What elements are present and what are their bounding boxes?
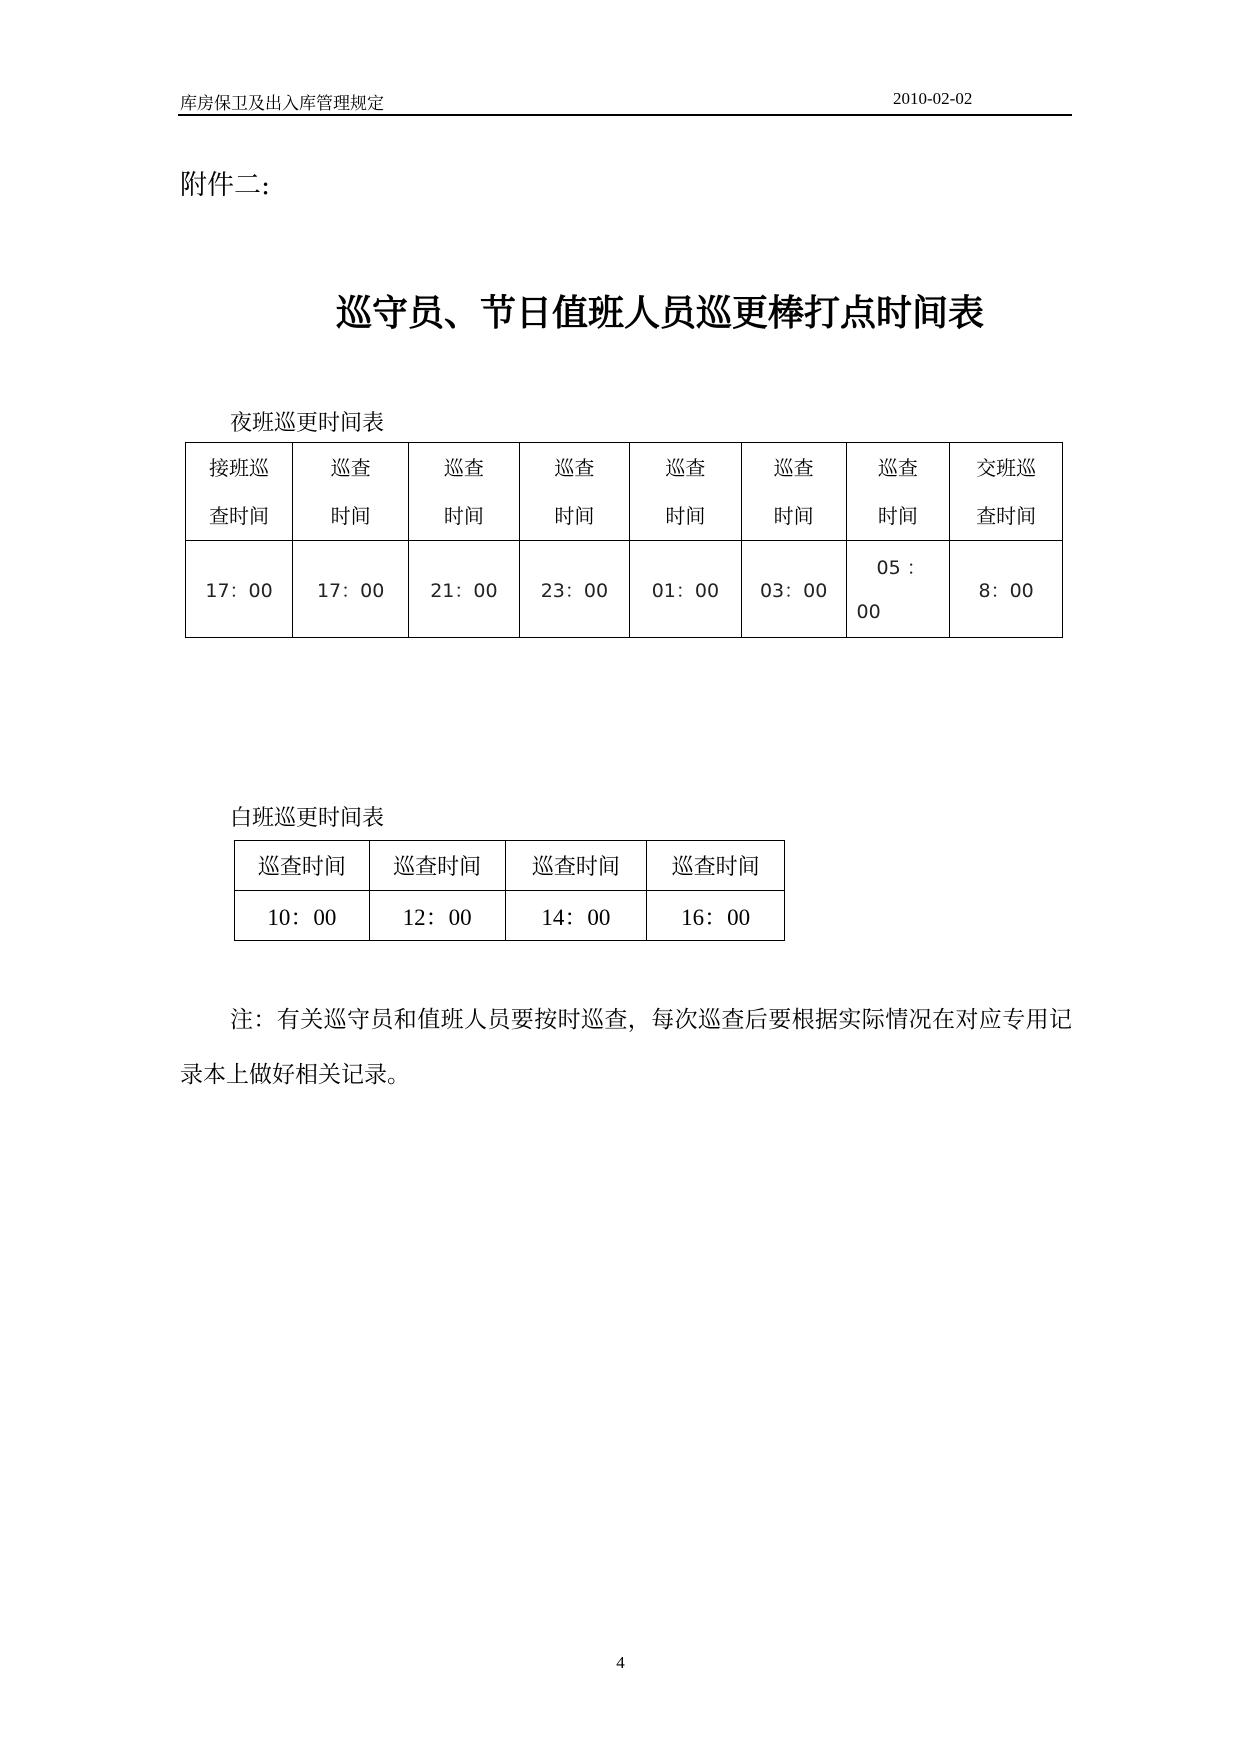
note-paragraph: 注：有关巡守员和值班人员要按时巡查，每次巡查后要根据实际情况在对应专用记录本上做好相关记录。 [180, 1007, 1072, 1088]
night-header-cell: 交班巡 查时间 [950, 443, 1063, 541]
page-number: 4 [616, 1653, 625, 1672]
night-value-cell: 05 ： 00 [846, 541, 950, 638]
night-header-cell: 巡查 时间 [293, 443, 409, 541]
day-shift-table [234, 840, 785, 941]
day-table-value-row [235, 891, 785, 941]
header-divider [178, 114, 1072, 116]
day-value-cell: 10：00 [235, 891, 370, 941]
day-header-cell: 巡查时间 [369, 841, 505, 891]
day-header-cell: 巡查时间 [235, 841, 370, 891]
night-header-cell: 巡查 时间 [519, 443, 629, 541]
night-header-cell: 巡查 时间 [630, 443, 742, 541]
day-value-cell: 16：00 [647, 891, 785, 941]
night-table-value-row [186, 541, 1063, 638]
day-header-cell: 巡查时间 [505, 841, 647, 891]
night-value-cell: 17：00 [186, 541, 293, 638]
day-header-cell: 巡查时间 [647, 841, 785, 891]
night-header-cell: 接班巡 查时间 [186, 443, 293, 541]
running-header-title: 库房保卫及出入库管理规定 [180, 94, 384, 114]
night-table-caption: 夜班巡更时间表 [230, 411, 385, 436]
day-table-header-row [235, 841, 785, 891]
day-table-caption: 白班巡更时间表 [230, 806, 385, 831]
night-header-cell: 巡查 时间 [409, 443, 519, 541]
day-value-cell: 12：00 [369, 891, 505, 941]
night-table-header-row [186, 443, 1063, 541]
night-value-cell: 21：00 [409, 541, 519, 638]
night-header-cell: 巡查 时间 [846, 443, 950, 541]
night-value-cell: 03：00 [741, 541, 846, 638]
night-value-cell: 17：00 [293, 541, 409, 638]
attachment-label: 附件二: [180, 170, 271, 201]
running-header-date: 2010-02-02 [893, 89, 973, 108]
day-value-cell: 14：00 [505, 891, 647, 941]
night-value-cell: 23：00 [519, 541, 629, 638]
night-header-cell: 巡查 时间 [741, 443, 846, 541]
night-shift-table [185, 442, 1063, 638]
page-title: 巡守员、节日值班人员巡更棒打点时间表 [335, 293, 984, 334]
night-value-cell: 01：00 [630, 541, 742, 638]
night-value-cell: 8：00 [950, 541, 1063, 638]
